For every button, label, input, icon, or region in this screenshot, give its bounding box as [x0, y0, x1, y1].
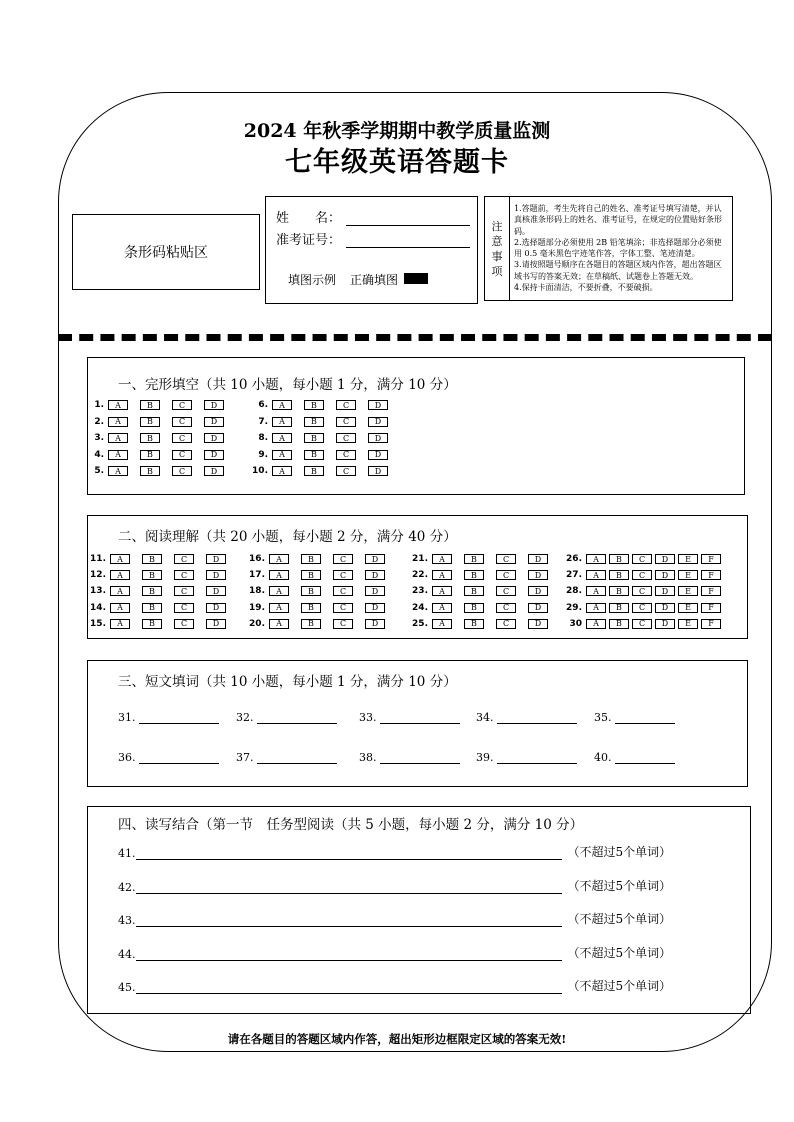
question-number: 3. — [94, 433, 104, 443]
question-row — [82, 554, 238, 564]
blank-line[interactable] — [380, 711, 460, 724]
answer-bubble[interactable]: B — [464, 570, 484, 580]
answer-bubble[interactable]: B — [142, 586, 162, 596]
answer-bubble[interactable]: C — [632, 619, 652, 629]
question-row — [82, 586, 238, 596]
answer-bubble[interactable]: B — [609, 619, 629, 629]
answer-bubble[interactable]: B — [304, 400, 324, 410]
question-number: 19. — [249, 602, 265, 613]
id-label: 准考证号： — [276, 233, 342, 248]
answer-bubble[interactable]: B — [304, 417, 324, 427]
answer-bubble[interactable]: C — [632, 586, 652, 596]
item-number: 45. — [118, 981, 136, 994]
section-word-fill — [87, 660, 748, 787]
question-row — [558, 619, 724, 629]
question-row — [244, 466, 400, 476]
question-row — [558, 603, 724, 613]
note-item: 2.选择题部分必须使用 2B 铅笔填涂；非选择题部分必须使用 0.5 毫米黑色字迹笔作答，字体工整、笔迹清楚。 — [514, 237, 722, 259]
answer-bubble[interactable]: A — [272, 400, 292, 410]
blank-item — [476, 751, 577, 764]
answer-bubble[interactable]: B — [609, 570, 629, 580]
question-number: 23. — [412, 586, 428, 597]
answer-bubble[interactable]: E — [678, 554, 698, 564]
blank-number: 35. — [594, 711, 612, 724]
id-field[interactable] — [346, 233, 470, 248]
question-number: 2. — [94, 416, 104, 427]
answer-bubble[interactable]: B — [301, 619, 321, 629]
answer-bubble[interactable]: C — [336, 466, 356, 476]
answer-bubble[interactable]: D — [204, 466, 224, 476]
notes-heading: 注 意 事 项 — [485, 197, 510, 300]
answer-bubble[interactable]: C — [172, 400, 192, 410]
blank-line[interactable] — [497, 711, 577, 724]
item-number: 42. — [118, 880, 136, 894]
question-number: 1. — [94, 400, 104, 410]
question-number: 29. — [566, 602, 582, 613]
blank-line[interactable] — [497, 751, 577, 764]
blank-number: 32. — [236, 711, 254, 724]
answer-bubble[interactable]: B — [142, 603, 162, 613]
question-row — [82, 570, 238, 580]
section-cloze — [87, 357, 745, 495]
blank-item — [118, 751, 219, 764]
answer-bubble[interactable]: F — [701, 554, 721, 564]
notes-box — [484, 196, 733, 301]
item-number: 43. — [118, 914, 136, 927]
blank-item — [236, 751, 337, 764]
answer-bubble[interactable]: D — [365, 570, 385, 580]
answer-bubble[interactable]: D — [204, 417, 224, 427]
blank-item — [359, 711, 460, 724]
answer-bubble[interactable]: A — [108, 450, 128, 460]
answer-bubble[interactable]: C — [174, 554, 194, 564]
answer-bubble[interactable]: C — [336, 400, 356, 410]
blank-number: 37. — [236, 751, 254, 764]
answer-bubble[interactable]: A — [108, 400, 128, 410]
blank-item — [594, 711, 675, 724]
section-word-fill-title: 三、短文填词（共 10 小题，每小题 1 分，满分 10 分） — [118, 674, 457, 690]
answer-bubble[interactable]: C — [174, 603, 194, 613]
answer-bubble[interactable]: A — [586, 554, 606, 564]
answer-bubble[interactable]: F — [701, 619, 721, 629]
blank-number: 40. — [594, 751, 612, 764]
answer-bubble[interactable]: B — [142, 619, 162, 629]
answer-bubble[interactable]: C — [496, 554, 516, 564]
answer-bubble[interactable]: A — [272, 433, 292, 443]
answer-bubble[interactable]: A — [269, 554, 289, 564]
answer-bubble[interactable]: D — [368, 433, 388, 443]
blank-line[interactable] — [615, 751, 675, 764]
question-number: 14. — [90, 602, 106, 613]
answer-bubble[interactable]: D — [655, 603, 675, 613]
question-number: 17. — [249, 570, 265, 581]
item-number: 41. — [118, 847, 136, 860]
answer-line-row — [118, 944, 678, 961]
answer-bubble[interactable]: D — [528, 554, 548, 564]
answer-bubble[interactable]: D — [528, 586, 548, 596]
name-field[interactable] — [346, 211, 470, 226]
question-row — [241, 603, 397, 613]
answer-bubble[interactable]: A — [432, 619, 452, 629]
question-number: 21. — [412, 554, 428, 564]
question-row — [241, 619, 397, 629]
question-row — [80, 417, 236, 427]
question-number: 28. — [566, 586, 582, 597]
question-number: 13. — [90, 586, 106, 597]
answer-bubble[interactable]: C — [496, 619, 516, 629]
answer-bubble[interactable]: C — [336, 433, 356, 443]
answer-bubble[interactable]: D — [528, 619, 548, 629]
question-number: 12. — [90, 570, 106, 581]
notes-list — [514, 203, 728, 293]
answer-bubble[interactable]: B — [140, 433, 160, 443]
blank-line[interactable] — [139, 711, 219, 724]
blank-line[interactable] — [257, 711, 337, 724]
answer-bubble[interactable]: A — [586, 570, 606, 580]
answer-bubble[interactable]: B — [464, 603, 484, 613]
answer-bubble[interactable]: F — [701, 586, 721, 596]
question-row — [404, 586, 560, 596]
filled-box-sample — [404, 273, 428, 284]
question-row — [244, 450, 400, 460]
answer-bubble[interactable]: B — [142, 570, 162, 580]
answer-bubble[interactable]: D — [365, 586, 385, 596]
answer-bubble[interactable]: B — [464, 554, 484, 564]
blank-number: 34. — [476, 711, 494, 724]
id-row — [276, 229, 470, 248]
blank-number: 36. — [118, 751, 136, 764]
question-row — [558, 554, 724, 564]
answer-bubble[interactable]: D — [365, 619, 385, 629]
answer-bubble[interactable]: A — [432, 554, 452, 564]
answer-bubble[interactable]: B — [304, 466, 324, 476]
answer-line[interactable] — [136, 881, 562, 894]
answer-bubble[interactable]: B — [304, 433, 324, 443]
blank-line[interactable] — [139, 751, 219, 764]
answer-bubble[interactable]: A — [432, 603, 452, 613]
answer-bubble[interactable]: B — [142, 554, 162, 564]
barcode-label: 条形码粘贴区 — [124, 245, 208, 261]
word-limit-note: （不超过5个单词） — [567, 912, 672, 926]
question-row — [80, 433, 236, 443]
answer-bubble[interactable]: A — [272, 466, 292, 476]
footer-warning: 请在各题目的答题区域内作答，超出矩形边框限定区域的答案无效! — [227, 1032, 567, 1046]
answer-bubble[interactable]: C — [336, 450, 356, 460]
blank-number: 39. — [476, 751, 494, 764]
question-number: 30 — [569, 618, 582, 629]
answer-bubble[interactable]: C — [174, 619, 194, 629]
question-row — [80, 466, 236, 476]
answer-bubble[interactable]: D — [528, 603, 548, 613]
answer-bubble[interactable]: A — [586, 603, 606, 613]
answer-bubble[interactable]: F — [701, 570, 721, 580]
answer-bubble[interactable]: A — [108, 433, 128, 443]
blank-item — [476, 711, 577, 724]
answer-bubble[interactable]: C — [172, 450, 192, 460]
answer-bubble[interactable]: A — [110, 554, 130, 564]
word-limit-note: （不超过5个单词） — [567, 945, 672, 960]
question-number: 9. — [258, 449, 268, 460]
answer-bubble[interactable]: D — [368, 450, 388, 460]
question-row — [244, 417, 400, 427]
section-reading-title: 二、阅读理解（共 20 小题，每小题 2 分，满分 40 分） — [118, 529, 457, 545]
answer-bubble[interactable]: A — [586, 619, 606, 629]
answer-bubble[interactable]: A — [269, 586, 289, 596]
answer-bubble[interactable]: A — [432, 570, 452, 580]
question-number: 27. — [566, 570, 582, 581]
answer-bubble[interactable]: D — [204, 400, 224, 410]
answer-line-row — [118, 977, 678, 994]
answer-bubble[interactable]: D — [655, 586, 675, 596]
blank-item — [118, 711, 219, 724]
answer-bubble[interactable]: C — [496, 586, 516, 596]
answer-bubble[interactable]: D — [655, 554, 675, 564]
answer-bubble[interactable]: B — [304, 450, 324, 460]
question-number: 5. — [94, 466, 104, 476]
answer-bubble[interactable]: C — [632, 603, 652, 613]
answer-bubble[interactable]: C — [333, 586, 353, 596]
answer-bubble[interactable]: E — [678, 586, 698, 596]
cut-line — [58, 334, 772, 341]
question-number: 24. — [412, 602, 428, 613]
question-row — [404, 554, 560, 564]
answer-bubble[interactable]: A — [272, 417, 292, 427]
answer-bubble[interactable]: A — [432, 586, 452, 596]
sheet-title: 七年级英语答题卡 — [285, 147, 509, 178]
word-limit-note: （不超过5个单词） — [567, 845, 672, 859]
answer-bubble[interactable]: C — [632, 554, 652, 564]
question-row — [241, 586, 397, 596]
answer-bubble[interactable]: C — [632, 570, 652, 580]
question-row — [82, 603, 238, 613]
answer-bubble[interactable]: D — [655, 570, 675, 580]
answer-bubble[interactable]: A — [272, 450, 292, 460]
answer-bubble[interactable]: B — [609, 586, 629, 596]
answer-bubble[interactable]: A — [110, 570, 130, 580]
answer-bubble[interactable]: B — [464, 619, 484, 629]
answer-bubble[interactable]: D — [528, 570, 548, 580]
answer-bubble[interactable]: D — [204, 450, 224, 460]
blank-item — [359, 751, 460, 764]
blank-line[interactable] — [380, 751, 460, 764]
answer-bubble[interactable]: B — [140, 466, 160, 476]
answer-line[interactable] — [136, 948, 562, 961]
answer-bubble[interactable]: B — [140, 450, 160, 460]
blank-number: 33. — [359, 711, 377, 724]
answer-bubble[interactable]: A — [108, 466, 128, 476]
question-number: 7. — [258, 416, 268, 427]
answer-bubble[interactable]: B — [301, 554, 321, 564]
answer-bubble[interactable]: A — [269, 603, 289, 613]
answer-bubble[interactable]: B — [301, 570, 321, 580]
question-row — [404, 570, 560, 580]
question-number: 4. — [94, 449, 104, 460]
answer-bubble[interactable]: D — [368, 400, 388, 410]
blank-number: 31. — [118, 711, 136, 724]
answer-bubble[interactable]: C — [172, 466, 192, 476]
answer-bubble[interactable]: A — [269, 570, 289, 580]
answer-bubble[interactable]: D — [368, 466, 388, 476]
answer-bubble[interactable]: C — [333, 603, 353, 613]
answer-bubble[interactable]: C — [333, 570, 353, 580]
question-row — [404, 619, 560, 629]
word-limit-note: （不超过5个单词） — [567, 979, 672, 993]
question-row — [244, 400, 400, 410]
answer-bubble[interactable]: C — [496, 570, 516, 580]
question-number: 11. — [90, 554, 106, 564]
note-item: 1.答题前，考生先将自己的姓名、准考证号填写清楚，并认真核准条形码上的姓名、准考证号，在规定的位置贴好条形码。 — [514, 204, 722, 236]
answer-line[interactable] — [136, 981, 562, 994]
answer-bubble[interactable]: B — [609, 554, 629, 564]
section-reading — [87, 515, 748, 639]
question-row — [558, 586, 724, 596]
question-number: 26. — [566, 554, 582, 564]
answer-bubble[interactable]: A — [110, 586, 130, 596]
item-number: 44. — [118, 947, 136, 961]
answer-bubble[interactable]: D — [204, 433, 224, 443]
answer-bubble[interactable]: C — [333, 619, 353, 629]
blank-item — [594, 751, 675, 764]
answer-bubble[interactable]: D — [655, 619, 675, 629]
answer-bubble[interactable]: E — [678, 619, 698, 629]
answer-bubble[interactable]: A — [108, 417, 128, 427]
answer-bubble[interactable]: C — [336, 417, 356, 427]
question-row — [82, 619, 238, 629]
note-item: 4.保持卡面清洁，不要折叠，不要破损。 — [514, 283, 658, 293]
question-row — [80, 450, 236, 460]
question-row — [244, 433, 400, 443]
answer-bubble[interactable]: C — [172, 417, 192, 427]
question-number: 16. — [249, 554, 265, 564]
answer-bubble[interactable]: D — [206, 619, 226, 629]
answer-bubble[interactable]: B — [140, 417, 160, 427]
answer-bubble[interactable]: D — [368, 417, 388, 427]
answer-bubble[interactable]: D — [206, 586, 226, 596]
answer-line[interactable] — [136, 847, 562, 860]
answer-bubble[interactable]: C — [174, 570, 194, 580]
section-task-reading-title: 四、读写结合（第一节 任务型阅读（共 5 小题，每小题 2 分，满分 10 分） — [118, 817, 584, 833]
answer-bubble[interactable]: B — [140, 400, 160, 410]
question-number: 8. — [258, 433, 268, 443]
answer-line-row — [118, 843, 678, 860]
question-row — [558, 570, 724, 580]
answer-bubble[interactable]: E — [678, 570, 698, 580]
answer-bubble[interactable]: E — [678, 603, 698, 613]
section-cloze-title: 一、完形填空（共 10 小题，每小题 1 分，满分 10 分） — [118, 377, 457, 393]
answer-line-row — [118, 910, 678, 927]
answer-bubble[interactable]: B — [609, 603, 629, 613]
answer-bubble[interactable]: D — [365, 554, 385, 564]
sample-label: 填图示例 — [288, 273, 337, 287]
barcode-area — [72, 214, 260, 290]
fill-sample — [288, 271, 428, 288]
answer-bubble[interactable]: D — [206, 603, 226, 613]
answer-bubble[interactable]: B — [464, 586, 484, 596]
answer-bubble[interactable]: A — [110, 603, 130, 613]
question-number: 6. — [258, 400, 268, 410]
note-item: 3.请按照题号顺序在各题目的答题区域内作答，超出答题区域书写的答案无效；在草稿纸、试题卷上答题无效。 — [514, 260, 722, 281]
answer-bubble[interactable]: C — [172, 433, 192, 443]
answer-line-row — [118, 877, 678, 894]
answer-bubble[interactable]: A — [586, 586, 606, 596]
answer-bubble[interactable]: A — [269, 619, 289, 629]
question-number: 15. — [90, 618, 106, 629]
answer-bubble[interactable]: B — [301, 603, 321, 613]
question-number: 25. — [412, 618, 428, 629]
answer-bubble[interactable]: D — [206, 570, 226, 580]
name-row — [276, 207, 470, 226]
answer-bubble[interactable]: C — [174, 586, 194, 596]
question-row — [241, 570, 397, 580]
correct-label: 正确填图 — [350, 273, 399, 287]
word-limit-note: （不超过5个单词） — [567, 878, 672, 893]
blank-item — [236, 711, 337, 724]
student-info-box — [265, 196, 478, 304]
answer-bubble[interactable]: C — [333, 554, 353, 564]
question-number: 18. — [249, 586, 265, 597]
question-row — [404, 603, 560, 613]
question-number: 22. — [412, 570, 428, 581]
answer-bubble[interactable]: F — [701, 603, 721, 613]
blank-line[interactable] — [615, 711, 675, 724]
question-row — [80, 400, 236, 410]
answer-bubble[interactable]: D — [206, 554, 226, 564]
question-number: 20. — [249, 618, 265, 629]
answer-bubble[interactable]: B — [301, 586, 321, 596]
answer-line[interactable] — [136, 914, 562, 927]
name-label: 姓 名： — [276, 211, 342, 226]
question-number: 10. — [252, 466, 268, 476]
blank-line[interactable] — [257, 751, 337, 764]
answer-bubble[interactable]: D — [365, 603, 385, 613]
blank-number: 38. — [359, 751, 377, 764]
question-row — [241, 554, 397, 564]
answer-bubble[interactable]: A — [110, 619, 130, 629]
exam-title: 2024 年秋季学期期中教学质量监测 — [243, 120, 551, 142]
answer-bubble[interactable]: C — [496, 603, 516, 613]
